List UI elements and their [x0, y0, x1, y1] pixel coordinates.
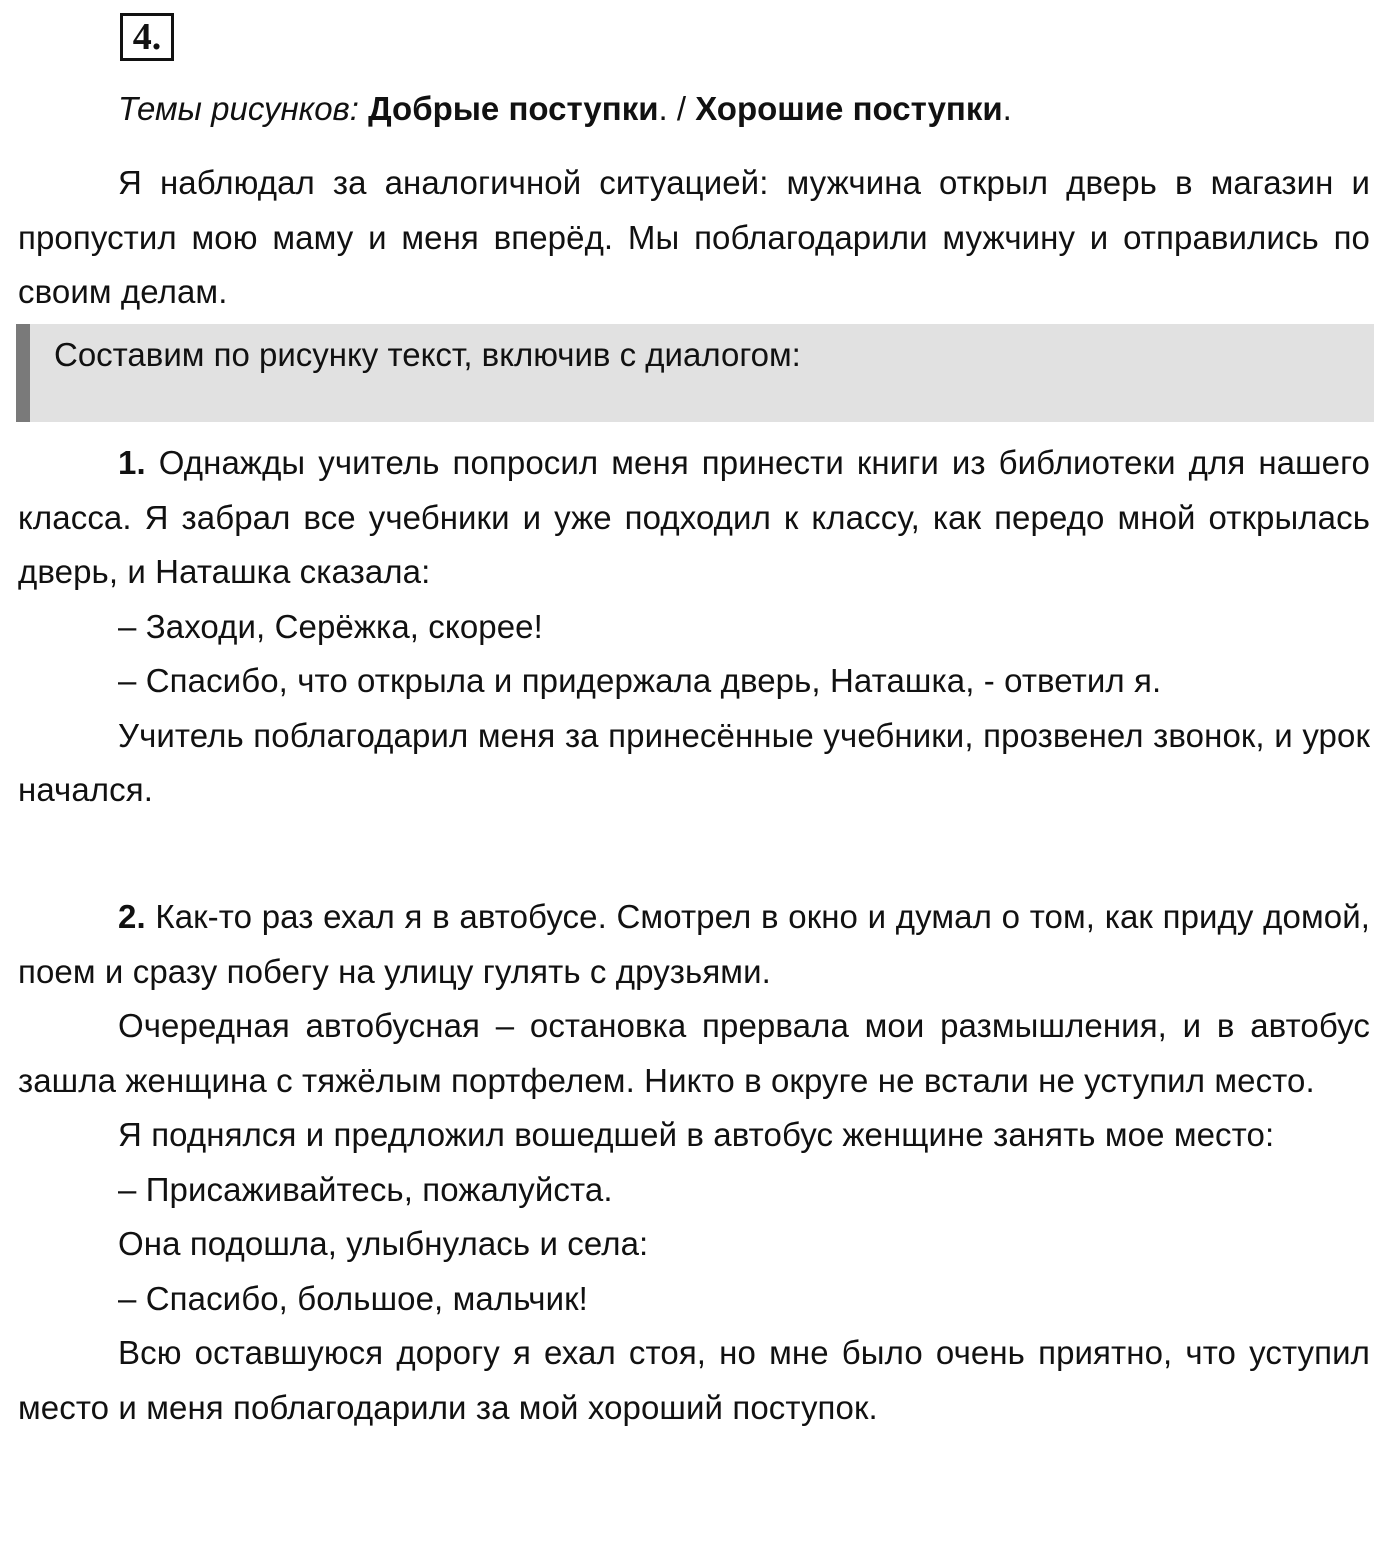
topic-2: Хорошие поступки: [695, 90, 1003, 127]
story-2-paragraph-3: Я поднялся и предложил вошедшей в автобус женщине занять мое место:: [118, 1116, 1275, 1153]
dialogue-line: – Спасибо, большое, мальчик!: [118, 1279, 588, 1317]
story-2: [18, 890, 1370, 1435]
topics-line: [118, 82, 1012, 136]
topic-end: .: [1002, 90, 1012, 127]
task-number-box: 4.: [120, 13, 174, 61]
story-2-paragraph-1: [18, 890, 1370, 999]
story-2-number: 2.: [118, 898, 146, 935]
narration-line: Она подошла, улыбнулась и села:: [118, 1225, 649, 1262]
story-2-paragraph-2: Очередная автобусная – остановка прервала мои размышления, и в автобус зашла женщина с тяжёлым портфелем. Никто в округе не встали не уступил место.: [18, 1007, 1370, 1099]
topics-label: Темы рисунков:: [118, 90, 359, 127]
intro-paragraph: Я наблюдал за аналогичной ситуацией: мужчина открыл дверь в магазин и пропустил мою маму и меня вперёд. Мы поблагодарили мужчину и отправились по своим делам.: [18, 164, 1370, 310]
dialogue-line: – Спасибо, что открыла и придержала дверь, Наташка, - ответил я.: [118, 662, 1162, 699]
story-1-text: Однажды учитель попросил меня принести книги из библиотеки для нашего класса. Я забрал все учебники и уже подходил к классу, как передо мной открылась дверь, и Наташка сказала:: [18, 444, 1370, 590]
dialogue-line: – Присаживайтесь, пожалуйста.: [118, 1170, 613, 1208]
topic-1: Добрые поступки: [368, 90, 659, 127]
dialogue-line: – Заходи, Серёжка, скорее!: [118, 607, 543, 645]
story-2-paragraph-4: Всю оставшуюся дорогу я ехал стоя, но мне было очень приятно, что уступил место и меня поблагодарили за мой хороший поступок.: [18, 1334, 1370, 1426]
story-1-paragraph-1: [18, 436, 1370, 600]
story-1-paragraph-2: Учитель поблагодарил меня за принесённые учебники, прозвенел звонок, и урок начался.: [18, 716, 1370, 808]
story-1-number: 1.: [118, 444, 146, 481]
topic-separator: . /: [658, 90, 696, 127]
story-2-text: Как-то раз ехал я в автобусе. Смотрел в окно и думал о том, как приду домой, поем и сразу побегу на улицу гулять с друзьями.: [18, 898, 1370, 990]
story-1: [18, 436, 1370, 818]
instruction-box: [16, 324, 1374, 422]
instruction-text: Составим по рисунку текст, включив с диалогом:: [54, 336, 801, 373]
intro-block: [18, 156, 1370, 320]
